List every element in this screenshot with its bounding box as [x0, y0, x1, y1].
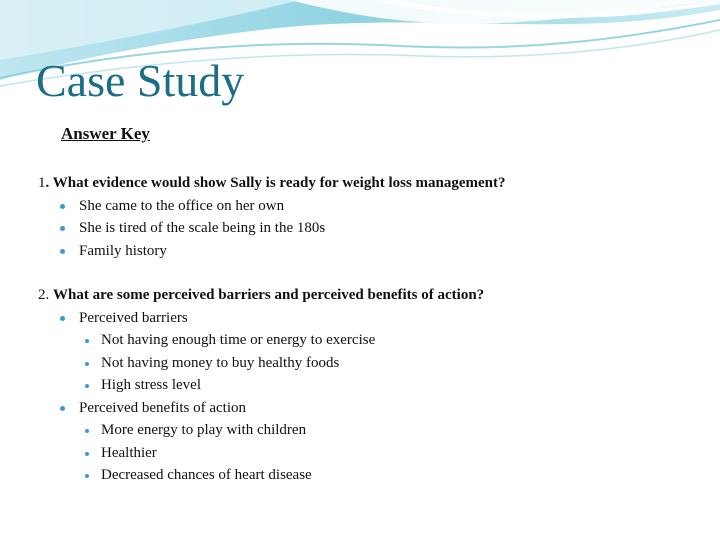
bullet-icon [60, 204, 65, 209]
list-item-text: Not having enough time or energy to exercise [101, 332, 376, 348]
list-item-text: Perceived barriers [79, 309, 188, 326]
question-1 [38, 172, 698, 195]
list-item [38, 240, 698, 263]
bullet-icon [60, 249, 65, 254]
question-text: . What evidence would show Sally is ready for weight loss management? [45, 175, 506, 191]
bullet-icon [85, 474, 89, 478]
sub-list-item [38, 329, 698, 352]
list-item [38, 195, 698, 218]
bullet-icon [60, 226, 65, 231]
list-item-text: More energy to play with children [101, 422, 307, 438]
bullet-icon [85, 429, 89, 433]
list-item-text: High stress level [101, 377, 201, 393]
list-item-text: Healthier [101, 444, 157, 461]
list-item-text: Not having money to buy healthy foods [101, 354, 340, 371]
question-text: What are some perceived barriers and perceived benefits of action? [53, 287, 485, 303]
question-number: 1 [38, 175, 46, 191]
sub-list-item [38, 374, 698, 397]
bullet-icon [60, 406, 65, 411]
bullet-icon [60, 316, 65, 321]
sub-list-item [38, 352, 698, 375]
question-2-answers [38, 307, 698, 487]
list-item-text: She came to the office on her own [79, 197, 285, 214]
list-item-text: Family history [79, 242, 167, 259]
sub-list-item [38, 419, 698, 442]
question-1-answers [38, 195, 698, 263]
bullet-icon [85, 384, 89, 388]
bullet-icon [85, 452, 89, 456]
bullet-icon [85, 339, 89, 343]
sub-list-item [38, 442, 698, 465]
list-item-text: Decreased chances of heart disease [101, 467, 312, 483]
list-item-text: She is tired of the scale being in the 180s [79, 220, 326, 236]
question-2 [38, 284, 698, 307]
sub-list-item [38, 464, 698, 487]
answer-key-heading: Answer Key [61, 124, 150, 143]
slide-title: Case Study [36, 55, 245, 106]
bullet-icon [85, 362, 89, 366]
list-item-perceived-benefits [38, 397, 698, 420]
question-number: 2. [38, 287, 53, 303]
list-item-perceived-barriers [38, 307, 698, 330]
list-item-text: Perceived benefits of action [79, 399, 247, 416]
list-item [38, 217, 698, 240]
slide-content [38, 172, 698, 487]
